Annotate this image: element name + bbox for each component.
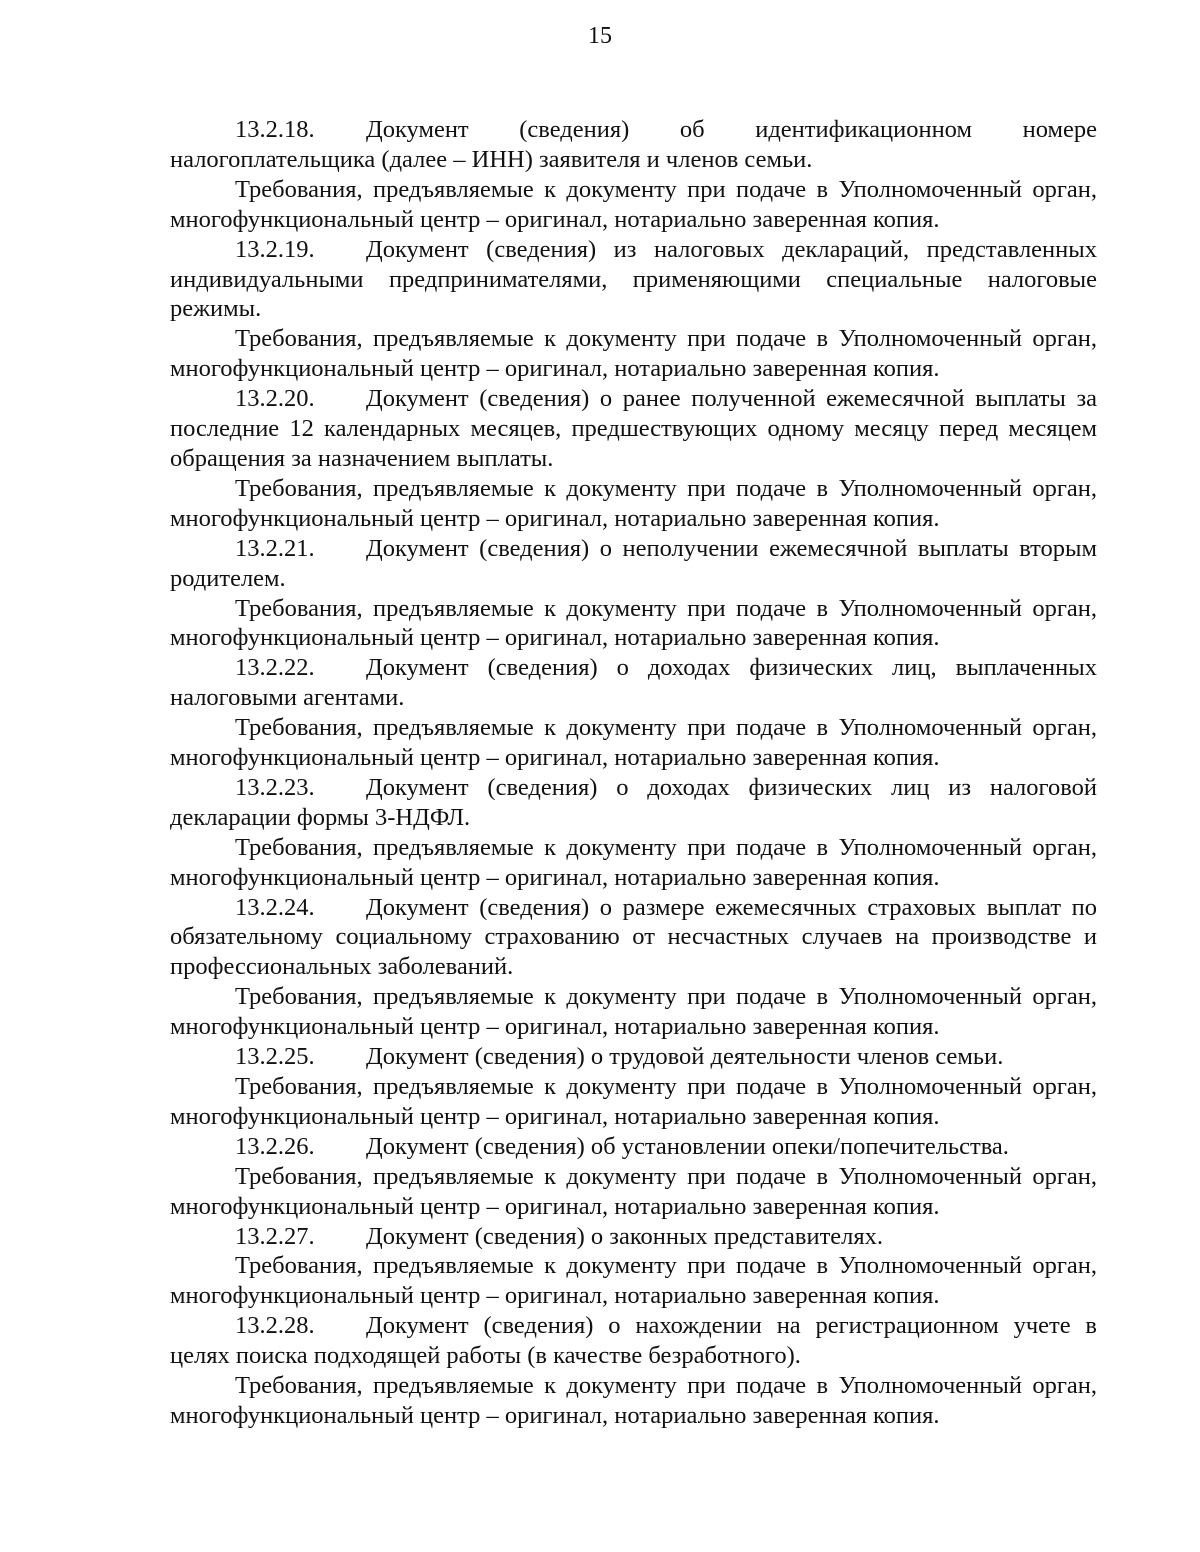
item-13-2-25	[170, 1042, 1097, 1072]
item-number: 13.2.27.	[235, 1222, 315, 1250]
requirement-13-2-22: Требования, предъявляемые к документу при подаче в Уполномоченный орган, многофункциональный центр – оригинал, нотариально заверенная копия.	[170, 714, 1097, 772]
requirement-13-2-25: Требования, предъявляемые к документу при подаче в Уполномоченный орган, многофункциональный центр – оригинал, нотариально заверенная копия.	[170, 1073, 1097, 1130]
item-number: 13.2.26.	[235, 1132, 315, 1160]
item-13-2-22	[170, 653, 1097, 713]
item-text: Документ (сведения) о доходах физических лиц, выплаченных налоговыми агентами.	[170, 654, 1097, 712]
item-13-2-23	[170, 773, 1097, 833]
item-number: 13.2.23.	[235, 773, 315, 801]
item-number: 13.2.18.	[235, 116, 315, 143]
item-number: 13.2.24.	[235, 893, 315, 921]
item-number: 13.2.20.	[235, 385, 315, 413]
item-number: 13.2.19.	[235, 235, 315, 263]
requirement-13-2-19: Требования, предъявляемые к документу при подаче в Уполномоченный орган, многофункциональный центр – оригинал, нотариально заверенная копия.	[170, 325, 1097, 383]
requirement-13-2-24: Требования, предъявляемые к документу при подаче в Уполномоченный орган, многофункциональный центр – оригинал, нотариально заверенная копия.	[170, 983, 1097, 1041]
requirement-13-2-28: Требования, предъявляемые к документу при подаче в Уполномоченный орган, многофункциональный центр – оригинал, нотариально заверенная копия.	[170, 1372, 1097, 1429]
item-number: 13.2.22.	[235, 654, 315, 682]
requirement-13-2-18: Требования, предъявляемые к документу при подаче в Уполномоченный орган, многофункциональный центр – оригинал, нотариально заверенная копия.	[170, 175, 1097, 233]
document-body	[170, 115, 1097, 1431]
item-text: Документ (сведения) об идентификационном номере налогоплательщика (далее – ИНН) заявителя и членов семьи.	[170, 116, 1097, 173]
item-13-2-19	[170, 235, 1097, 325]
item-13-2-18	[170, 115, 1097, 175]
item-text: Документ (сведения) о неполучении ежемесячной выплаты вторым родителем.	[170, 534, 1097, 592]
item-text: Документ (сведения) о ранее полученной ежемесячной выплаты за последние 12 календарных месяцев, предшествующих одному месяцу перед месяцем обращения за назначением выплаты.	[170, 385, 1097, 472]
item-13-2-27	[170, 1222, 1097, 1252]
requirement-13-2-20: Требования, предъявляемые к документу при подаче в Уполномоченный орган, многофункциональный центр – оригинал, нотариально заверенная копия.	[170, 474, 1097, 532]
requirement-13-2-23: Требования, предъявляемые к документу при подаче в Уполномоченный орган, многофункциональный центр – оригинал, нотариально заверенная копия.	[170, 833, 1097, 891]
item-13-2-24	[170, 893, 1097, 983]
item-13-2-20	[170, 384, 1097, 474]
item-13-2-28	[170, 1311, 1097, 1371]
item-text: Документ (сведения) о доходах физических лиц из налоговой декларации формы 3-НДФЛ.	[170, 773, 1097, 831]
item-number: 13.2.21.	[235, 534, 315, 562]
item-text: Документ (сведения) о размере ежемесячных страховых выплат по обязательному социальному страхованию от несчастных случаев на производстве и профессиональных заболеваний.	[170, 893, 1097, 981]
item-number: 13.2.28.	[235, 1312, 315, 1340]
item-text: Документ (сведения) о нахождении на регистрационном учете в целях поиска подходящей работы (в качестве безработного).	[170, 1312, 1097, 1370]
requirement-13-2-26: Требования, предъявляемые к документу при подаче в Уполномоченный орган, многофункциональный центр – оригинал, нотариально заверенная копия.	[170, 1162, 1097, 1220]
item-text: Документ (сведения) об установлении опеки/попечительства.	[366, 1132, 1009, 1160]
item-number: 13.2.25.	[235, 1043, 315, 1071]
item-text: Документ (сведения) из налоговых деклараций, представленных индивидуальными предпринимателями, применяющими специальные налоговые режимы.	[170, 235, 1097, 323]
requirement-13-2-21: Требования, предъявляемые к документу при подаче в Уполномоченный орган, многофункциональный центр – оригинал, нотариально заверенная копия.	[170, 594, 1097, 652]
page-number: 15	[588, 23, 612, 49]
item-text: Документ (сведения) о законных представителях.	[366, 1222, 884, 1250]
requirement-13-2-27: Требования, предъявляемые к документу при подаче в Уполномоченный орган, многофункциональный центр – оригинал, нотариально заверенная копия.	[170, 1252, 1097, 1310]
item-13-2-26	[170, 1132, 1097, 1162]
item-13-2-21	[170, 534, 1097, 594]
item-text: Документ (сведения) о трудовой деятельности членов семьи.	[366, 1043, 1004, 1071]
